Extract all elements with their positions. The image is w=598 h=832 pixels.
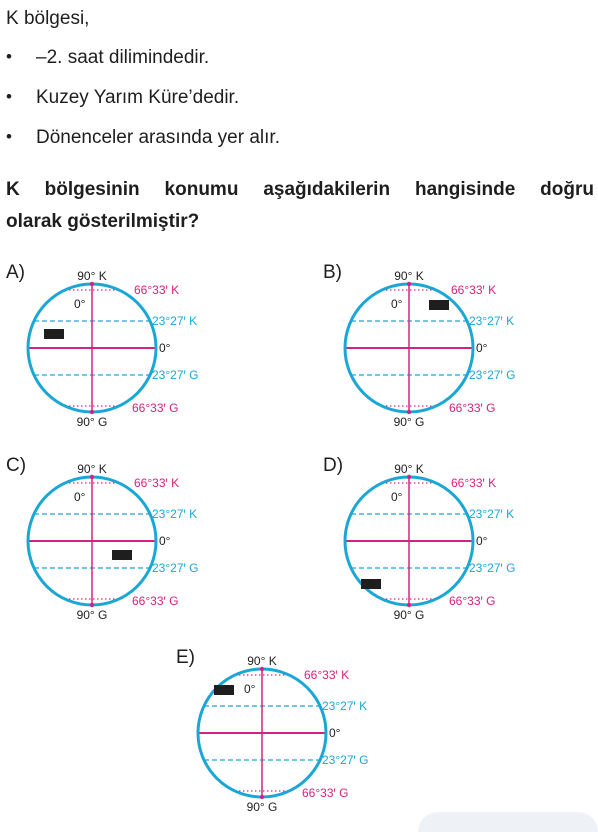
antarctic-circle-label: 66°33ꞌ G	[449, 594, 496, 608]
arctic-circle-label: 66°33ꞌ K	[304, 668, 350, 682]
south-pole-dot	[407, 410, 411, 414]
globe-diagram	[176, 647, 386, 817]
south-pole-dot	[407, 603, 411, 607]
option-letter: E)	[176, 647, 195, 668]
arctic-circle-label: 66°33ꞌ K	[451, 283, 497, 297]
equator-label: 0°	[476, 341, 488, 355]
prime-meridian-label: 0°	[244, 682, 256, 696]
tropic-capricorn-label: 23°27ꞌ G	[469, 368, 516, 382]
option-a[interactable]	[6, 262, 216, 432]
option-c[interactable]	[6, 455, 216, 625]
option-letter: C)	[6, 455, 27, 476]
north-pole-label: 90° K	[394, 462, 424, 476]
k-region-marker	[429, 300, 449, 310]
intro-text: K bölgesi,	[6, 8, 90, 29]
option-b[interactable]	[323, 262, 533, 432]
question-text	[6, 174, 594, 238]
south-pole-dot	[260, 795, 264, 799]
k-region-marker	[44, 329, 64, 339]
prime-meridian-label: 0°	[74, 490, 86, 504]
equator-label: 0°	[476, 534, 488, 548]
tropic-capricorn-label: 23°27ꞌ G	[469, 561, 516, 575]
corner-decoration	[418, 812, 598, 832]
tropic-cancer-label: 23°27ꞌ K	[152, 314, 198, 328]
south-pole-dot	[90, 603, 94, 607]
south-pole-label: 90° G	[76, 608, 108, 622]
prime-meridian-label: 0°	[391, 297, 403, 311]
statement-text: Kuzey Yarım Küre’dedir.	[36, 87, 240, 108]
north-pole-label: 90° K	[394, 269, 424, 283]
arctic-circle-label: 66°33ꞌ K	[134, 476, 180, 490]
south-pole-label: 90° G	[393, 608, 425, 622]
north-pole-label: 90° K	[77, 462, 107, 476]
bullet-icon: •	[6, 47, 12, 66]
k-region-marker	[112, 550, 132, 560]
globe-diagram	[6, 262, 216, 432]
globe-diagram	[6, 455, 216, 625]
antarctic-circle-label: 66°33ꞌ G	[302, 786, 349, 800]
north-pole-label: 90° K	[77, 269, 107, 283]
south-pole-dot	[90, 410, 94, 414]
tropic-cancer-label: 23°27ꞌ K	[322, 699, 368, 713]
south-pole-label: 90° G	[76, 415, 108, 429]
equator-label: 0°	[329, 726, 341, 740]
k-region-marker	[361, 579, 381, 589]
question-line: olarak gösterilmiştir?	[6, 211, 200, 232]
statement-text: –2. saat dilimindedir.	[36, 47, 210, 68]
prime-meridian-label: 0°	[391, 490, 403, 504]
equator-label: 0°	[159, 341, 171, 355]
tropic-capricorn-label: 23°27ꞌ G	[152, 368, 199, 382]
bullet-icon: •	[6, 87, 12, 106]
option-e[interactable]	[176, 647, 386, 817]
antarctic-circle-label: 66°33ꞌ G	[132, 401, 179, 415]
equator-label: 0°	[159, 534, 171, 548]
bullet-icon: •	[6, 127, 12, 146]
north-pole-label: 90° K	[247, 654, 277, 668]
question-line: K bölgesinin konumu aşağıdakilerin hangisinde doğru	[6, 179, 594, 200]
south-pole-label: 90° G	[246, 800, 278, 814]
option-letter: B)	[323, 262, 342, 283]
arctic-circle-label: 66°33ꞌ K	[134, 283, 180, 297]
tropic-cancer-label: 23°27ꞌ K	[469, 507, 515, 521]
tropic-cancer-label: 23°27ꞌ K	[469, 314, 515, 328]
globe-diagram	[323, 455, 533, 625]
arctic-circle-label: 66°33ꞌ K	[451, 476, 497, 490]
option-letter: A)	[6, 262, 25, 283]
prime-meridian-label: 0°	[74, 297, 86, 311]
antarctic-circle-label: 66°33ꞌ G	[132, 594, 179, 608]
statement-text: Dönenceler arasında yer alır.	[36, 127, 280, 148]
k-region-marker	[214, 685, 234, 695]
option-d[interactable]	[323, 455, 533, 625]
south-pole-label: 90° G	[393, 415, 425, 429]
tropic-capricorn-label: 23°27ꞌ G	[322, 753, 369, 767]
tropic-cancer-label: 23°27ꞌ K	[152, 507, 198, 521]
antarctic-circle-label: 66°33ꞌ G	[449, 401, 496, 415]
tropic-capricorn-label: 23°27ꞌ G	[152, 561, 199, 575]
option-letter: D)	[323, 455, 344, 476]
globe-diagram	[323, 262, 533, 432]
